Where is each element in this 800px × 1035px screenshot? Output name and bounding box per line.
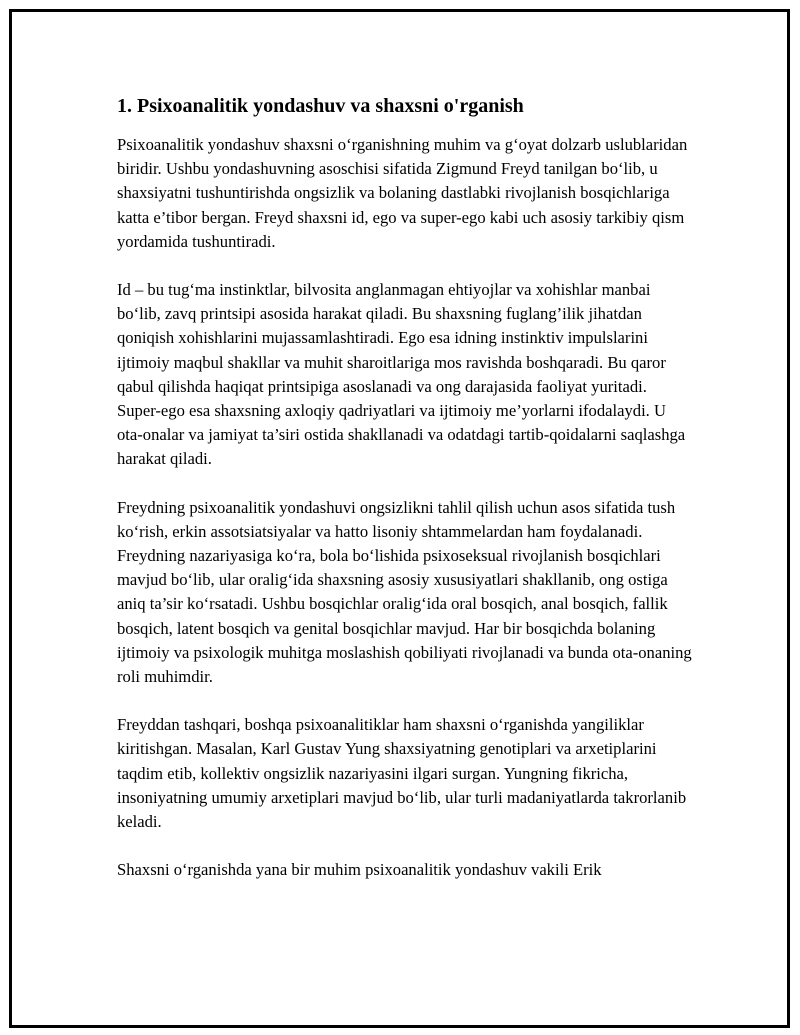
- paragraph-3: Freydning psixoanalitik yondashuvi ongsizlikni tahlil qilish uchun asos sifatida tush ko‘rish, erkin assotsiatsiyalar va hatto lisoniy shtammelardan ham foydalanadi. Freydning nazariyasiga ko‘ra, bola bo‘lishida psixoseksual rivojlanish bosqichlari mavjud bo‘lib, ular oralig‘ida shaxsning asosiy xususiyatlari shakllanib, ong ostiga aniq ta’sir ko‘rsatadi. Ushbu bosqichlar oralig‘ida oral bosqich, anal bosqich, fallik bosqich, latent bosqich va genital bosqichlar mavjud. Har bir bosqichda bolaning ijtimoiy va psixologik muhitga moslashish qobiliyati rivojlanadi va bunda ota-onaning roli muhimdir.: [117, 497, 692, 687]
- paragraph-5: Shaxsni o‘rganishda yana bir muhim psixoanalitik yondashuv vakili Erik: [117, 860, 602, 880]
- section-heading: 1. Psixoanalitik yondashuv va shaxsni o'rganish: [117, 95, 524, 117]
- paragraph-2: Id – bu tug‘ma instinktlar, bilvosita anglanmagan ehtiyojlar va xohishlar manbai bo‘lib, zavq printsipi asosida harakat qiladi. Bu shaxsning fuglang’ilik jihatdan qoniqish xohishlarini mujassamlashtiradi. Ego esa idning instinktiv impulslarini ijtimoiy maqbul shakllar va muhit sharoitlariga mos ravishda boshqaradi. Bu qaror qabul qilishda haqiqat printsipiga asoslanadi va ong darajasida faoliyat yuritadi. Super-ego esa shaxsning axloqiy qadriyatlari va ijtimoiy me’yorlarni ifodalaydi. U ota-onalar va jamiyat ta’siri ostida shakllanadi va odatdagi tartib-qoidalarni saqlashga harakat qiladi.: [117, 280, 686, 469]
- paragraph-4: Freyddan tashqari, boshqa psixoanalitiklar ham shaxsni o‘rganishda yangiliklar kiritishgan. Masalan, Karl Gustav Yung shaxsiyatning genotiplari va arxetiplarini taqdim etib, kollektiv ongsizlik nazariyasini ilgari surgan. Yungning fikricha, insoniyatning umumiy arxetiplari mavjud bo‘lib, ular turli madaniyatlarda takrorlanib keladi.: [117, 715, 687, 832]
- document-body: [117, 93, 692, 906]
- paragraph-1: Psixoanalitik yondashuv shaxsni o‘rganishning muhim va g‘oyat dolzarb uslublaridan biridir. Ushbu yondashuvning asoschisi sifatida Zigmund Freyd tanilgan bo‘lib, u shaxsiyatni tushuntirishda ongsizlik va bolaning dastlabki rivojlanish bosqichlariga katta e’tibor bergan. Freyd shaxsni id, ego va super-ego kabi uch asosiy tarkibiy qism yordamida tushuntiradi.: [117, 135, 688, 251]
